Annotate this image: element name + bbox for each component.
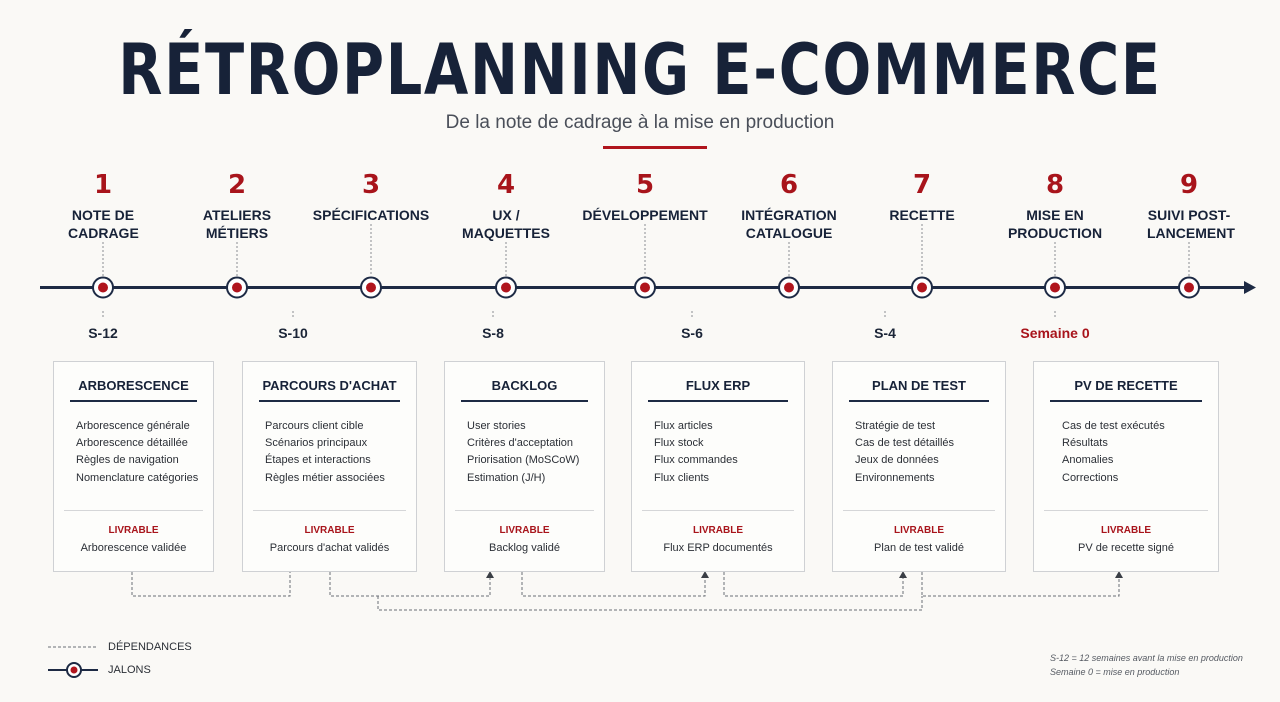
step-number: 4	[496, 170, 516, 200]
dependency-1-2	[132, 572, 290, 596]
deliverable-label: LIVRABLE	[894, 525, 944, 536]
card-item: Étapes et interactions	[265, 454, 371, 467]
deliverable-card-parcours	[242, 361, 417, 572]
card-separator	[642, 510, 794, 511]
deliverable-value: Parcours d'achat validés	[269, 542, 390, 554]
card-separator	[455, 510, 594, 511]
footnote-week-definition: S-12 = 12 semaines avant la mise en production	[1050, 653, 1243, 663]
week-label: S-6	[681, 325, 703, 341]
card-items	[1062, 418, 1210, 487]
card-item: Résultats	[1062, 437, 1108, 450]
card-separator	[1044, 510, 1208, 511]
deliverable-card-flux-erp	[631, 361, 805, 572]
card-title-rule	[70, 400, 197, 402]
card-item: Jeux de données	[855, 454, 939, 467]
dependency-4-5	[724, 572, 903, 596]
card-item: Anomalies	[1062, 454, 1114, 467]
step-label: ATELIERS MÉTIERS	[202, 207, 272, 241]
card-items	[265, 418, 408, 487]
milestone-5	[635, 278, 655, 298]
card-items	[467, 418, 596, 487]
card-title: PV DE RECETTE	[1074, 378, 1178, 393]
card-title: FLUX ERP	[685, 378, 751, 393]
deliverable-card-plan-de-test	[832, 361, 1006, 572]
milestone-6	[779, 278, 799, 298]
deliverable-label: LIVRABLE	[499, 525, 550, 536]
step-2	[162, 170, 312, 242]
milestone-9	[1179, 278, 1199, 298]
card-item: Environnements	[855, 471, 935, 484]
card-item: Corrections	[1062, 471, 1119, 484]
dependency-2-3	[330, 572, 490, 596]
card-item: Nomenclature catégories	[76, 471, 199, 484]
page-subtitle: De la note de cadrage à la mise en production	[445, 112, 835, 133]
card-item: Flux clients	[654, 471, 710, 484]
milestone-1	[93, 278, 113, 298]
week-label-zero: Semaine 0	[1020, 325, 1090, 341]
dependency-5-6	[922, 572, 1119, 596]
deliverable-value: Arborescence validée	[80, 542, 187, 554]
page-title: RÉTROPLANNING E-COMMERCE	[118, 29, 1162, 111]
step-5	[570, 170, 720, 224]
card-item: Arborescence générale	[76, 420, 190, 432]
step-label: UX / MAQUETTES	[462, 207, 550, 241]
week-label: S-10	[278, 325, 308, 341]
deliverable-label: LIVRABLE	[693, 525, 743, 536]
step-4	[431, 170, 581, 242]
step-label: RECETTE	[889, 207, 955, 223]
card-title: PARCOURS D'ACHAT	[262, 378, 397, 393]
deliverable-label: LIVRABLE	[304, 525, 355, 536]
milestone-2	[227, 278, 247, 298]
step-3	[296, 170, 446, 224]
timeline-arrowhead	[1244, 281, 1256, 294]
deliverable-value: Plan de test validé	[874, 542, 964, 554]
step-number: 5	[635, 170, 655, 200]
milestone-4	[496, 278, 516, 298]
card-item: Priorisation (MoSCoW)	[467, 454, 580, 467]
week-label: S-12	[88, 325, 118, 341]
card-title: BACKLOG	[491, 378, 558, 393]
week-label: S-4	[874, 325, 896, 341]
card-separator	[253, 510, 406, 511]
dependency-arrowheads	[486, 571, 1123, 578]
card-item: Règles de navigation	[76, 454, 179, 467]
card-item: Règles métier associées	[265, 471, 385, 484]
deliverable-label: LIVRABLE	[1101, 525, 1151, 536]
card-title: ARBORESCENCE	[78, 378, 189, 393]
card-item: Arborescence détaillée	[76, 437, 188, 450]
legend-dependencies-label: DÉPENDANCES	[108, 641, 192, 653]
deliverable-card-pv-de-recette	[1033, 361, 1219, 572]
card-item: Estimation (J/H)	[467, 471, 546, 484]
milestone-7	[912, 278, 932, 298]
card-item: Stratégie de test	[855, 420, 936, 432]
step-number: 1	[93, 170, 113, 200]
card-title-rule	[461, 400, 588, 402]
card-separator	[64, 510, 203, 511]
legend-milestone-dot	[71, 667, 78, 674]
legend-milestones-label: JALONS	[108, 664, 151, 676]
card-title: PLAN DE TEST	[872, 378, 966, 393]
card-item: Cas de test détaillés	[855, 437, 955, 450]
step-number: 8	[1045, 170, 1065, 200]
step-9	[1114, 170, 1264, 242]
step-number: 3	[361, 170, 381, 200]
deliverable-card-arborescence	[53, 361, 214, 572]
step-number: 2	[227, 170, 247, 200]
card-item: Cas de test exécutés	[1062, 420, 1165, 432]
card-item: Flux stock	[654, 437, 704, 450]
card-title-rule	[849, 400, 989, 402]
deliverable-value: Backlog validé	[489, 542, 560, 554]
card-item: Parcours client cible	[265, 420, 364, 432]
step-label: INTÉGRATION CATALOGUE	[741, 207, 837, 241]
dependency-2-5	[378, 596, 922, 610]
card-item: User stories	[467, 420, 526, 432]
step-label: SUIVI POST-LANCEMENT	[1147, 207, 1235, 241]
card-title-rule	[1050, 400, 1202, 402]
step-label: NOTE DE CADRAGE	[68, 207, 139, 241]
card-items	[654, 418, 796, 487]
dependency-3-4	[522, 572, 705, 596]
card-items	[76, 418, 205, 487]
step-1	[28, 170, 178, 242]
step-8	[980, 170, 1130, 242]
week-label: S-8	[482, 325, 504, 341]
step-label: MISE EN PRODUCTION	[1007, 207, 1103, 241]
deliverable-value: Flux ERP documentés	[663, 542, 773, 554]
step-label: SPÉCIFICATIONS	[312, 207, 430, 223]
card-separator	[843, 510, 995, 511]
milestone-8	[1045, 278, 1065, 298]
step-number: 7	[912, 170, 932, 200]
deliverable-label: LIVRABLE	[108, 525, 159, 536]
card-title-rule	[259, 400, 400, 402]
step-6	[714, 170, 864, 242]
card-item: Flux commandes	[654, 454, 738, 467]
dependency-lines	[132, 572, 1119, 610]
milestone-3	[361, 278, 381, 298]
step-label: DÉVELOPPEMENT	[582, 207, 708, 223]
footnote-week-zero: Semaine 0 = mise en production	[1050, 667, 1180, 677]
step-7	[847, 170, 997, 224]
card-item: Scénarios principaux	[265, 437, 368, 450]
step-number: 6	[779, 170, 799, 200]
card-items	[855, 418, 997, 487]
deliverable-value: PV de recette signé	[1077, 542, 1174, 554]
card-item: Flux articles	[654, 420, 713, 432]
deliverable-card-backlog	[444, 361, 605, 572]
card-title-rule	[648, 400, 788, 402]
step-number: 9	[1179, 170, 1199, 200]
card-item: Critères d'acceptation	[467, 437, 574, 450]
